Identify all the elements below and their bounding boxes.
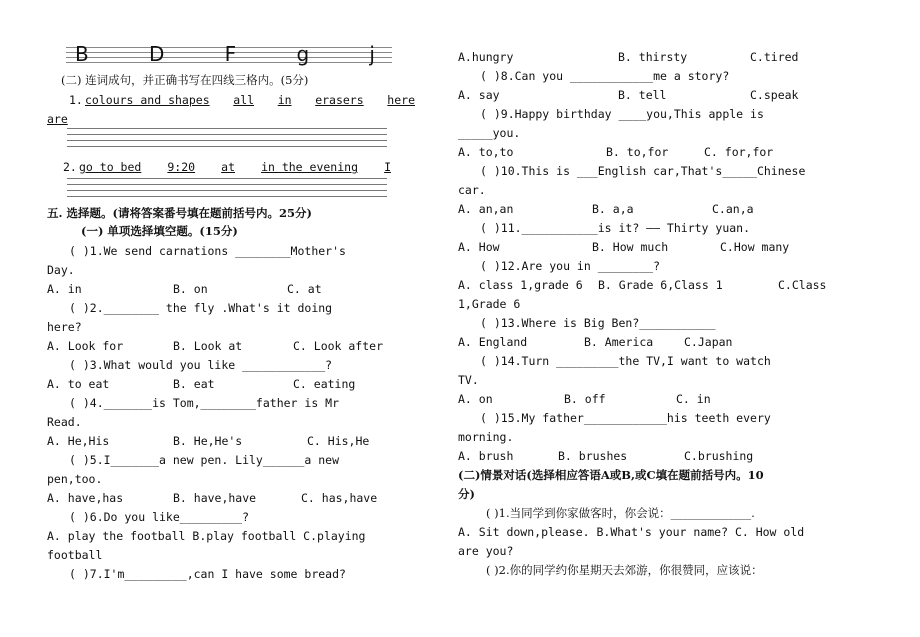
question-15-cont: morning. (458, 430, 514, 444)
option-c: C. for,for (704, 145, 774, 159)
writing-line[interactable] (67, 146, 387, 147)
writing-line[interactable] (67, 184, 387, 185)
option-b: B. He,He's (173, 434, 243, 448)
option-c: C.Japan (684, 335, 733, 349)
dialog-2: ( )2.你的同学约你星期天去郊游，你很赞同，应该说： (486, 563, 763, 577)
question-13: ( )13.Where is Big Ben?___________ (480, 316, 716, 330)
option-b: B. America (584, 335, 654, 349)
option-a: A. class 1,grade 6 (458, 278, 583, 292)
question-2: ( )2.________ the fly .What's it doing (69, 301, 333, 315)
writing-line[interactable] (67, 190, 387, 191)
question-6-options: A. play the football B.play football C.playing (47, 529, 366, 543)
option-b: B. How much (592, 240, 669, 254)
word: at (221, 160, 235, 174)
question-6-cont: football (47, 548, 103, 562)
question-11: ( )11.___________is it? —— Thirty yuan. (480, 221, 751, 235)
question-10-cont: car. (458, 183, 486, 197)
option-c: C. has,have (301, 491, 378, 505)
option-c: C. at (287, 282, 322, 296)
word: in (277, 93, 292, 107)
question-7: ( )7.I'm_________,can I have some bread? (69, 567, 346, 581)
sentence-1-words (85, 93, 415, 107)
option-a: A. England (458, 335, 528, 349)
sentence-2-number: 2. (63, 160, 77, 174)
letter: F (224, 42, 237, 66)
option-c: C.tired (750, 50, 799, 64)
letter: g (296, 42, 310, 66)
option-a: A. brush (458, 449, 514, 463)
question-8: ( )8.Can you ____________me a story? (480, 69, 730, 83)
letter: B (75, 42, 89, 66)
option-b: B. tell (618, 88, 667, 102)
question-12-cont: 1,Grade 6 (458, 297, 521, 311)
word: 9:20 (167, 160, 196, 174)
subsection2-title: (二)情景对话(选择相应答语A或B,或C填在题前括号内。10 (458, 468, 764, 482)
word: go to bed (79, 160, 142, 174)
section2-title: (二) 连词成句，并正确书写在四线三格内。(5分) (61, 73, 309, 87)
sentence-1-number: 1. (69, 93, 83, 107)
option-a: A. in (47, 282, 82, 296)
question-1: ( )1.We send carnations ________Mother's (69, 244, 346, 258)
option-b: B. eat (173, 377, 215, 391)
option-a: A. Look for (47, 339, 124, 353)
question-1-cont: Day. (47, 263, 75, 277)
writing-line[interactable] (67, 140, 387, 141)
option-a: A. to eat (47, 377, 110, 391)
option-b: B. Look at (173, 339, 243, 353)
letter: D (149, 42, 165, 66)
option-b: B. off (564, 392, 606, 406)
option-b: B. have,have (173, 491, 257, 505)
option-a: A. say (458, 88, 500, 102)
sentence-1-cont: are (47, 112, 68, 126)
question-14-cont: TV. (458, 373, 479, 387)
subsection1-title: (一) 单项选择填空题。(15分) (81, 224, 238, 238)
dialog-1-cont: are you? (458, 544, 514, 558)
word: in the evening (261, 160, 358, 174)
option-c: C. His,He (307, 434, 370, 448)
question-3: ( )3.What would you like ____________? (69, 358, 333, 372)
option-c: C.an,a (712, 202, 754, 216)
subsection2-title-cont: 分) (458, 487, 475, 501)
alphabet-letters (75, 42, 375, 66)
writing-line[interactable] (67, 178, 387, 179)
section5-title: 五. 选择题。(请将答案番号填在题前括号内。25分) (47, 206, 312, 220)
option-a: A.hungry (458, 50, 514, 64)
option-b: B. on (173, 282, 208, 296)
dialog-1: ( )1.当同学到你家做客时，你会说：______________. (486, 506, 755, 520)
option-c: C.brushing (684, 449, 754, 463)
writing-line[interactable] (67, 128, 387, 129)
writing-line[interactable] (67, 196, 387, 197)
option-b: B. a,a (592, 202, 634, 216)
question-12: ( )12.Are you in ________? (480, 259, 661, 273)
question-15: ( )15.My father____________his teeth every (480, 411, 771, 425)
question-9: ( )9.Happy birthday ____you,This apple is (480, 107, 764, 121)
letter: j (369, 42, 375, 66)
word: here (387, 93, 415, 107)
question-4: ( )4._______is Tom,________father is Mr (69, 396, 340, 410)
option-c: C.How many (720, 240, 790, 254)
dialog-1-options: A. Sit down,please. B.What's your name? C. How old (458, 525, 805, 539)
option-a: A. an,an (458, 202, 514, 216)
writing-line[interactable] (67, 134, 387, 135)
option-a: A. on (458, 392, 493, 406)
option-c: C. Look after (293, 339, 384, 353)
option-a: A. He,His (47, 434, 110, 448)
option-c: C.speak (750, 88, 799, 102)
option-b: B. to,for (606, 145, 669, 159)
question-9-cont: _____you. (458, 126, 521, 140)
word: all (233, 93, 255, 107)
word: erasers (315, 93, 364, 107)
sentence-2-words (79, 160, 391, 174)
question-4-cont: Read. (47, 415, 82, 429)
question-14: ( )14.Turn _________the TV,I want to watch (480, 354, 771, 368)
option-a: A. have,has (47, 491, 124, 505)
question-6: ( )6.Do you like_________? (69, 510, 250, 524)
option-b: B. thirsty (618, 50, 688, 64)
question-10: ( )10.This is ___English car,That's_____Chinese (480, 164, 806, 178)
option-c: C. eating (293, 377, 356, 391)
option-c: C.Class (778, 278, 827, 292)
option-b: B. brushes (558, 449, 628, 463)
word: colours and shapes (85, 93, 210, 107)
word: I (384, 160, 391, 174)
question-5-cont: pen,too. (47, 472, 103, 486)
question-2-cont: here? (47, 320, 82, 334)
option-c: C. in (676, 392, 711, 406)
option-a: A. How (458, 240, 500, 254)
question-5: ( )5.I_______a new pen. Lily______a new (69, 453, 340, 467)
option-a: A. to,to (458, 145, 514, 159)
option-b: B. Grade 6,Class 1 (598, 278, 723, 292)
